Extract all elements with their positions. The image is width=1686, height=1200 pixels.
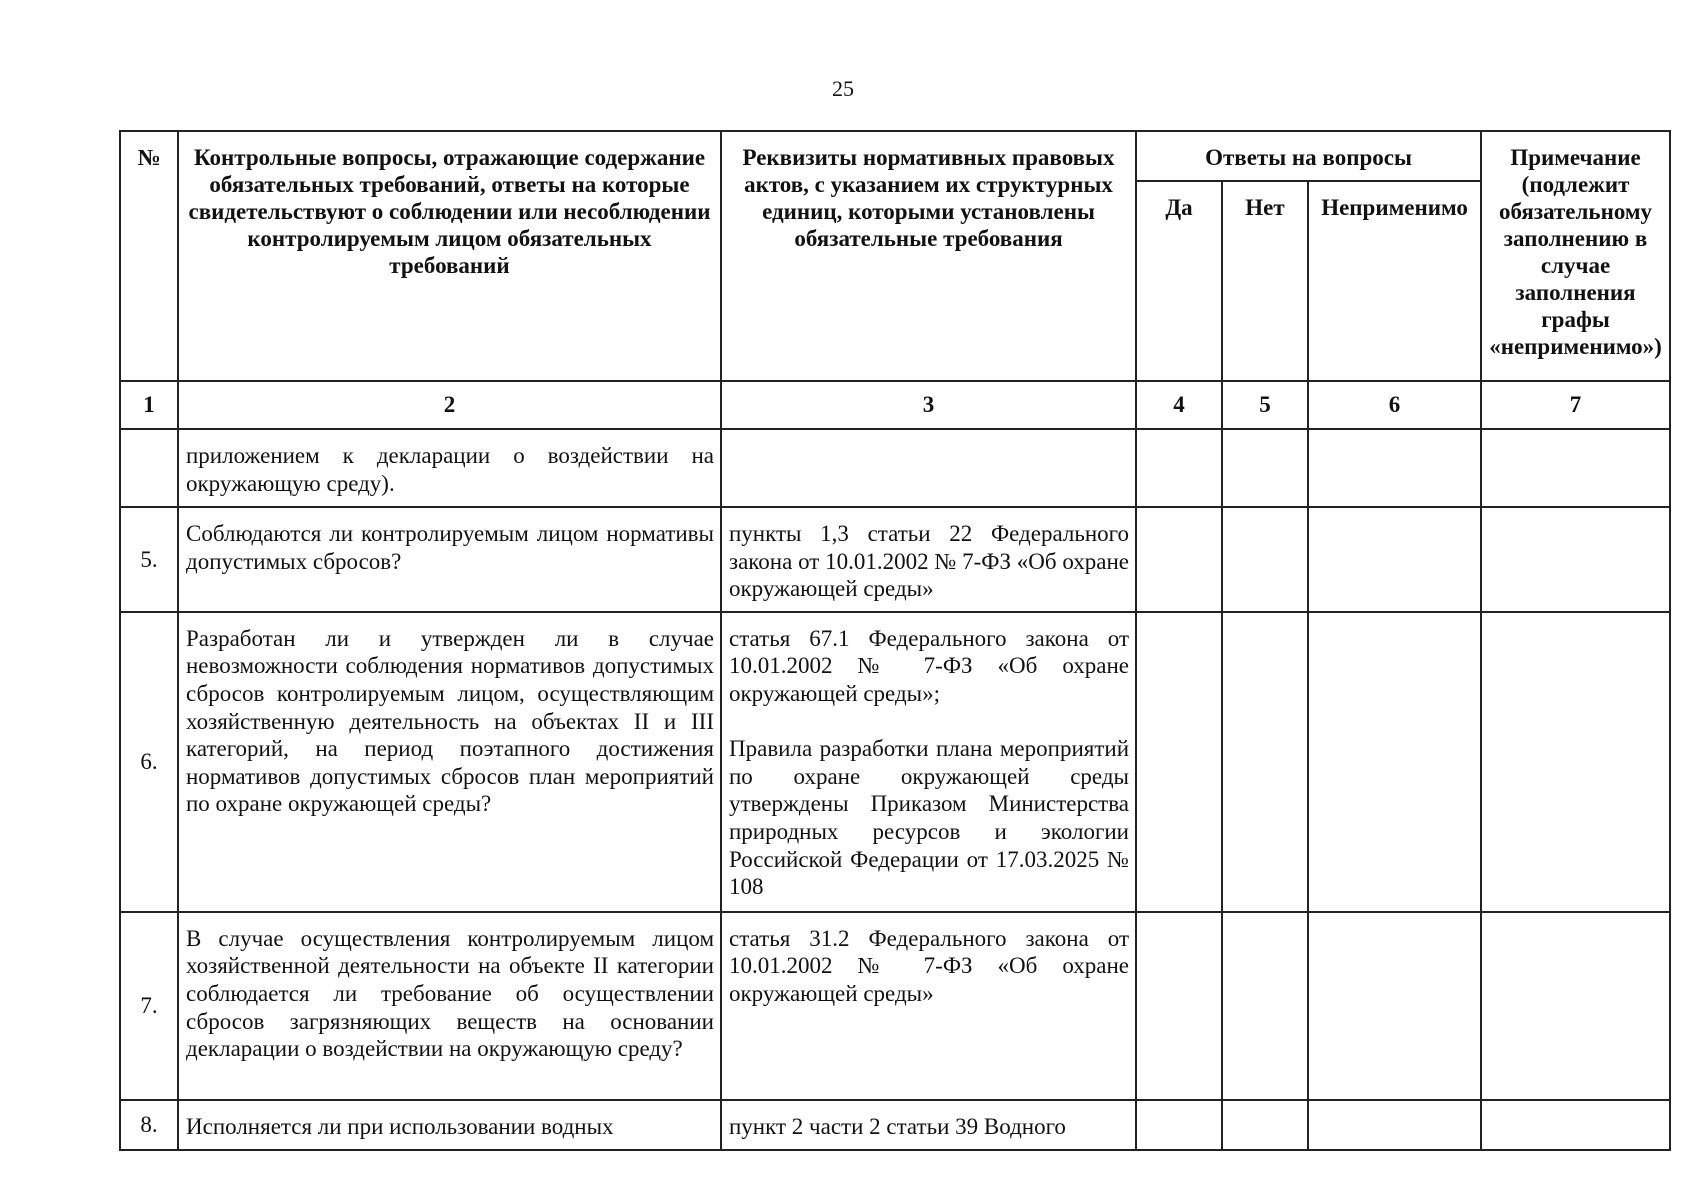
table-header [120,131,1670,381]
table-row [120,912,1670,1100]
answer-not-applicable-cell[interactable] [1308,612,1481,912]
header-references: Реквизиты нормативных правовых актов, с указанием их структурных единиц, которыми установлены обязательные требования [721,131,1136,381]
question-cell: Разработан ли и утвержден ли в случае невозможности соблюдения нормативов допустимых сбросов контролируемым лицом, осуществляющим хозяйственную деятельность на объектах II и III категорий, на период поэтапного достижения нормативов допустимых сбросов план мероприятий по охране окружающей среды? [178,612,721,912]
question-cell: Исполняется ли при использовании водных [178,1100,721,1150]
answer-not-applicable-cell[interactable] [1308,1100,1481,1150]
answer-yes-cell[interactable] [1136,1100,1222,1150]
table-row [120,612,1670,912]
answer-not-applicable-cell[interactable] [1308,507,1481,612]
column-number: 6 [1308,381,1481,429]
column-number: 3 [721,381,1136,429]
reference-text: пункт 2 части 2 статьи 39 Водного [729,1113,1066,1139]
answer-yes-cell[interactable] [1136,912,1222,1100]
column-number: 1 [120,381,178,429]
table-row [120,507,1670,612]
reference-text: пункты 1,3 статьи 22 Федерального закона от 10.01.2002 № 7-ФЗ «Об охране окружающей среды» [729,521,1129,602]
row-number [120,429,178,507]
row-number: 8. [120,1100,178,1150]
column-number: 2 [178,381,721,429]
reference-text: статья 31.2 Федерального закона от 10.01.2002 № 7-ФЗ «Об охране окружающей среды» [729,925,1129,1006]
question-cell: Соблюдаются ли контролируемым лицом нормативы допустимых сбросов? [178,507,721,612]
answer-yes-cell[interactable] [1136,612,1222,912]
row-number: 7. [120,912,178,1100]
reference-cell [721,429,1136,507]
row-number: 6. [120,612,178,912]
reference-text: статья 67.1 Федерального закона от 10.01.2002 № 7-ФЗ «Об охране окружающей среды»; [729,625,1129,706]
note-cell[interactable] [1481,507,1670,612]
answer-no-cell[interactable] [1222,912,1308,1100]
note-cell[interactable] [1481,612,1670,912]
header-no: Нет [1222,181,1308,381]
header-not-applicable: Неприменимо [1308,181,1481,381]
column-number: 7 [1481,381,1670,429]
note-cell[interactable] [1481,429,1670,507]
checklist-table [119,130,1671,1151]
row-number: 5. [120,507,178,612]
table-row [120,1100,1670,1150]
note-cell[interactable] [1481,1100,1670,1150]
question-cell: приложением к декларации о воздействии на окружающую среду). [178,429,721,507]
header-questions: Контрольные вопросы, отражающие содержание обязательных требований, ответы на которые свидетельствуют о соблюдении или несоблюдении контролируемым лицом обязательных требований [178,131,721,381]
header-note: Примечание (подлежит обязательному заполнению в случае заполнения графы «неприменимо») [1481,131,1670,381]
answer-not-applicable-cell[interactable] [1308,912,1481,1100]
answer-yes-cell[interactable] [1136,429,1222,507]
answer-yes-cell[interactable] [1136,507,1222,612]
answer-no-cell[interactable] [1222,612,1308,912]
page-number: 25 [832,76,854,101]
reference-cell [721,612,1136,912]
question-cell: В случае осуществления контролируемым лицом хозяйственной деятельности на объекте II категории соблюдается ли требование об осуществлении сбросов загрязняющих веществ на основании декларации о воздействии на окружающую среду? [178,912,721,1100]
note-cell[interactable] [1481,912,1670,1100]
column-number-row [120,381,1670,429]
reference-cell [721,912,1136,1100]
answer-no-cell[interactable] [1222,429,1308,507]
answer-no-cell[interactable] [1222,1100,1308,1150]
header-yes: Да [1136,181,1222,381]
answer-not-applicable-cell[interactable] [1308,429,1481,507]
header-answers: Ответы на вопросы [1136,131,1481,181]
column-number: 5 [1222,381,1308,429]
reference-cell [721,1100,1136,1150]
table-row [120,429,1670,507]
column-number: 4 [1136,381,1222,429]
answer-no-cell[interactable] [1222,507,1308,612]
reference-cell [721,507,1136,612]
reference-text: Правила разработки плана мероприятий по охране окружающей среды утверждены Приказом Министерства природных ресурсов и экологии Российской Федерации от 17.03.2025 № 108 [729,736,1129,900]
header-number: № [120,131,178,381]
